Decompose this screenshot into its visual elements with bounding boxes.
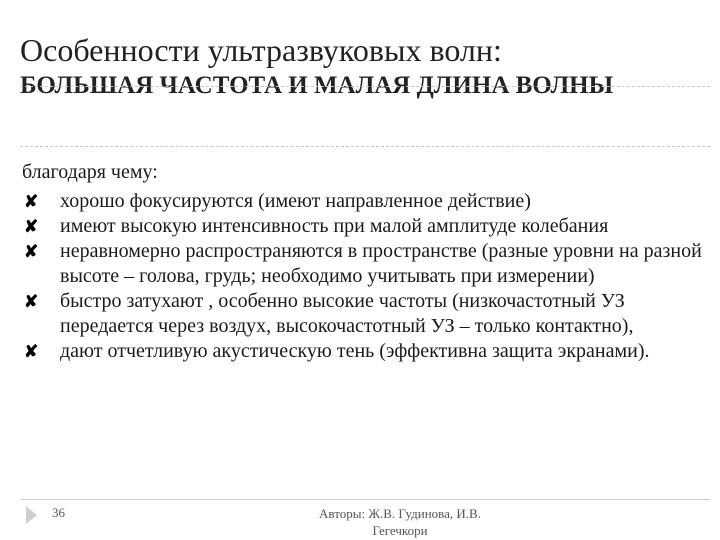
- footer-divider: [20, 499, 710, 500]
- x-mark-icon: ✘: [24, 342, 39, 361]
- footer-author: Авторы: Ж.В. Гудинова, И.В. Гегечкори: [319, 506, 481, 538]
- x-mark-icon: ✘: [24, 192, 39, 211]
- list-item: [22, 239, 702, 289]
- list-item: [22, 289, 702, 339]
- list-item-text: неравномерно распространяются в пространстве (разные уровни на разной высоте – голова, грудь; необходимо учитывать при измерении): [60, 240, 702, 287]
- title-divider-bottom: [20, 146, 710, 147]
- slide-body: [22, 160, 702, 364]
- x-mark-icon: ✘: [24, 242, 39, 261]
- page-number: 36: [52, 505, 65, 520]
- list-item-text: хорошо фокусируются (имеют направленное действие): [60, 190, 531, 212]
- slide-title: [20, 30, 680, 101]
- title-divider-top: [20, 86, 710, 87]
- title-line-2: БОЛЬШАЯ ЧАСТОТА И МАЛАЯ ДЛИНА ВОЛНЫ: [20, 72, 614, 99]
- list-item-text: дают отчетливую акустическую тень (эффективна защита экранами).: [60, 340, 650, 362]
- list-item: [22, 189, 702, 214]
- list-item: [22, 214, 702, 239]
- title-line-1: Особенности ультразвуковых волн:: [20, 32, 502, 68]
- list-item: [22, 339, 702, 364]
- list-item-text: имеют высокую интенсивность при малой амплитуде колебания: [60, 215, 609, 237]
- list-item-text: быстро затухают , особенно высокие частоты (низкочастотный УЗ передается через воздух, высокочастотный УЗ – только контактно),: [60, 290, 634, 337]
- triangle-arrow-icon: [26, 506, 37, 524]
- intro-text: благодаря чему:: [22, 161, 158, 183]
- x-mark-icon: ✘: [24, 217, 39, 236]
- bullet-list: [22, 189, 702, 364]
- x-mark-icon: ✘: [24, 292, 39, 311]
